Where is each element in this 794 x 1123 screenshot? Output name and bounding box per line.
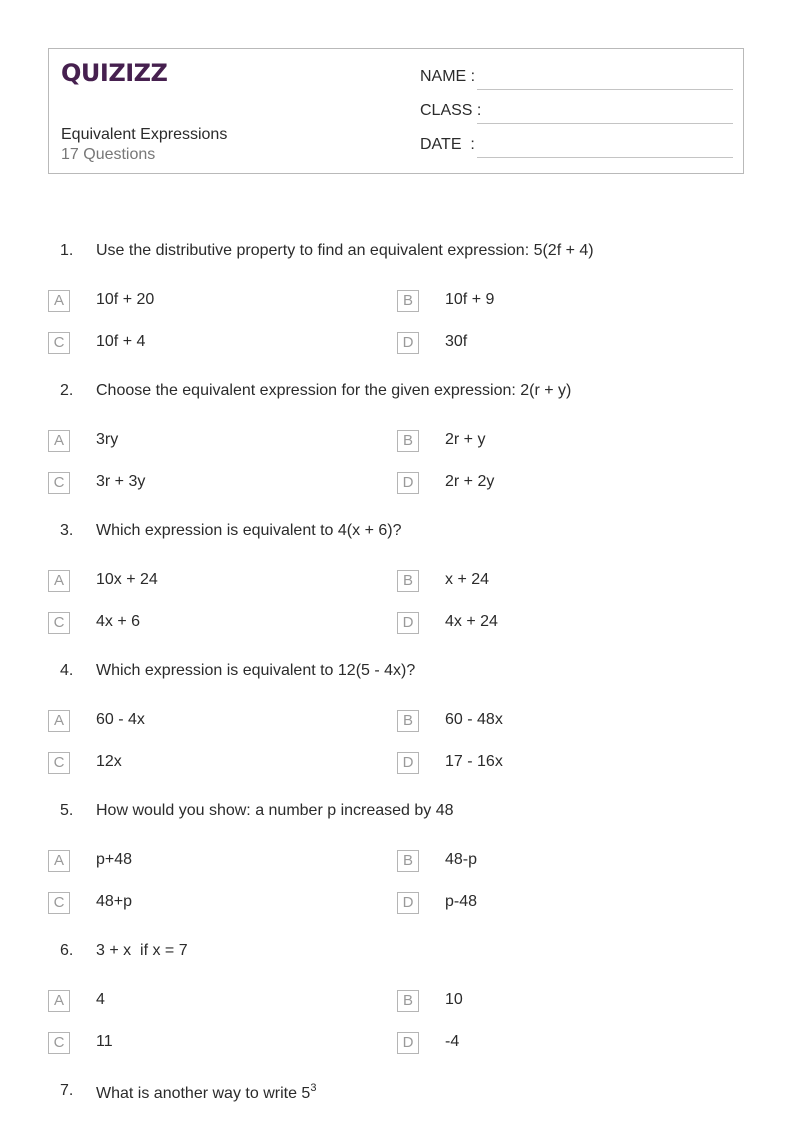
option-b-text: 10: [445, 991, 463, 1008]
option-b-box: B: [397, 850, 419, 872]
question-text: Which expression is equivalent to 12(5 - 4x)?: [96, 662, 416, 679]
option-c-text: 10f + 4: [96, 333, 146, 350]
question-text: How would you show: a number p increased by 48: [96, 802, 454, 819]
question-2: [0, 382, 794, 522]
name-label: NAME :: [420, 68, 476, 85]
option-b-box: B: [397, 570, 419, 592]
option-d-text: -4: [445, 1033, 460, 1050]
question-number: 7.: [60, 1082, 74, 1099]
date-line: [477, 157, 733, 158]
option-b-text: x + 24: [445, 571, 490, 588]
option-c-text: 48+p: [96, 893, 133, 910]
option-c-text: 11: [96, 1033, 113, 1050]
exponent-superscript: 3: [310, 1082, 317, 1094]
class-line: [477, 123, 733, 124]
option-a-text: 60 - 4x: [96, 711, 145, 728]
question-number: 1.: [60, 242, 74, 259]
question-text-main: What is another way to write 5: [96, 1085, 311, 1102]
question-number: 6.: [60, 942, 74, 959]
question-text: Choose the equivalent expression for the given expression: 2(r + y): [96, 382, 572, 399]
option-c-text: 12x: [96, 753, 122, 770]
question-number: 4.: [60, 662, 74, 679]
option-d-box: D: [397, 892, 419, 914]
date-label: DATE :: [420, 136, 475, 153]
option-c-box: C: [48, 1032, 70, 1054]
question-text: Which expression is equivalent to 4(x + 6)?: [96, 522, 402, 539]
option-c-box: C: [48, 332, 70, 354]
option-b-text: 48-p: [445, 851, 478, 868]
question-text: [96, 1082, 316, 1103]
option-c-box: C: [48, 472, 70, 494]
option-c-box: C: [48, 752, 70, 774]
question-count: 17 Questions: [61, 146, 156, 163]
option-a-box: A: [48, 990, 70, 1012]
worksheet-header: [48, 48, 744, 174]
question-number: 3.: [60, 522, 74, 539]
option-c-text: 4x + 6: [96, 613, 141, 630]
option-a-box: A: [48, 430, 70, 452]
question-1: [0, 242, 794, 382]
option-b-box: B: [397, 290, 419, 312]
class-label: CLASS :: [420, 102, 482, 119]
option-b-text: 10f + 9: [445, 291, 495, 308]
question-3: [0, 522, 794, 662]
question-4: [0, 662, 794, 802]
name-line: [477, 89, 733, 90]
option-d-box: D: [397, 332, 419, 354]
option-b-box: B: [397, 990, 419, 1012]
option-a-text: 10x + 24: [96, 571, 158, 588]
option-c-box: C: [48, 612, 70, 634]
option-d-box: D: [397, 1032, 419, 1054]
quizizz-logo: QUIZIZZ: [61, 59, 168, 87]
option-b-box: B: [397, 710, 419, 732]
question-text: Use the distributive property to find an equivalent expression: 5(2f + 4): [96, 242, 594, 259]
option-d-box: D: [397, 472, 419, 494]
option-a-box: A: [48, 570, 70, 592]
option-c-text: 3r + 3y: [96, 473, 146, 490]
option-a-box: A: [48, 850, 70, 872]
option-d-text: p-48: [445, 893, 478, 910]
option-b-box: B: [397, 430, 419, 452]
option-a-text: 3ry: [96, 431, 119, 448]
option-d-text: 2r + 2y: [445, 473, 495, 490]
option-d-text: 4x + 24: [445, 613, 498, 630]
question-number: 5.: [60, 802, 74, 819]
option-a-text: p+48: [96, 851, 133, 868]
question-text: 3 + x if x = 7: [96, 942, 188, 959]
option-a-box: A: [48, 710, 70, 732]
question-number: 2.: [60, 382, 74, 399]
option-d-text: 17 - 16x: [445, 753, 503, 770]
option-b-text: 2r + y: [445, 431, 486, 448]
option-d-box: D: [397, 752, 419, 774]
option-a-text: 4: [96, 991, 105, 1008]
option-c-box: C: [48, 892, 70, 914]
question-5: [0, 802, 794, 942]
worksheet-title: Equivalent Expressions: [61, 126, 228, 143]
option-d-box: D: [397, 612, 419, 634]
option-d-text: 30f: [445, 333, 468, 350]
option-b-text: 60 - 48x: [445, 711, 503, 728]
question-6: [0, 942, 794, 1082]
option-a-box: A: [48, 290, 70, 312]
question-7: [0, 1082, 794, 1112]
option-a-text: 10f + 20: [96, 291, 155, 308]
